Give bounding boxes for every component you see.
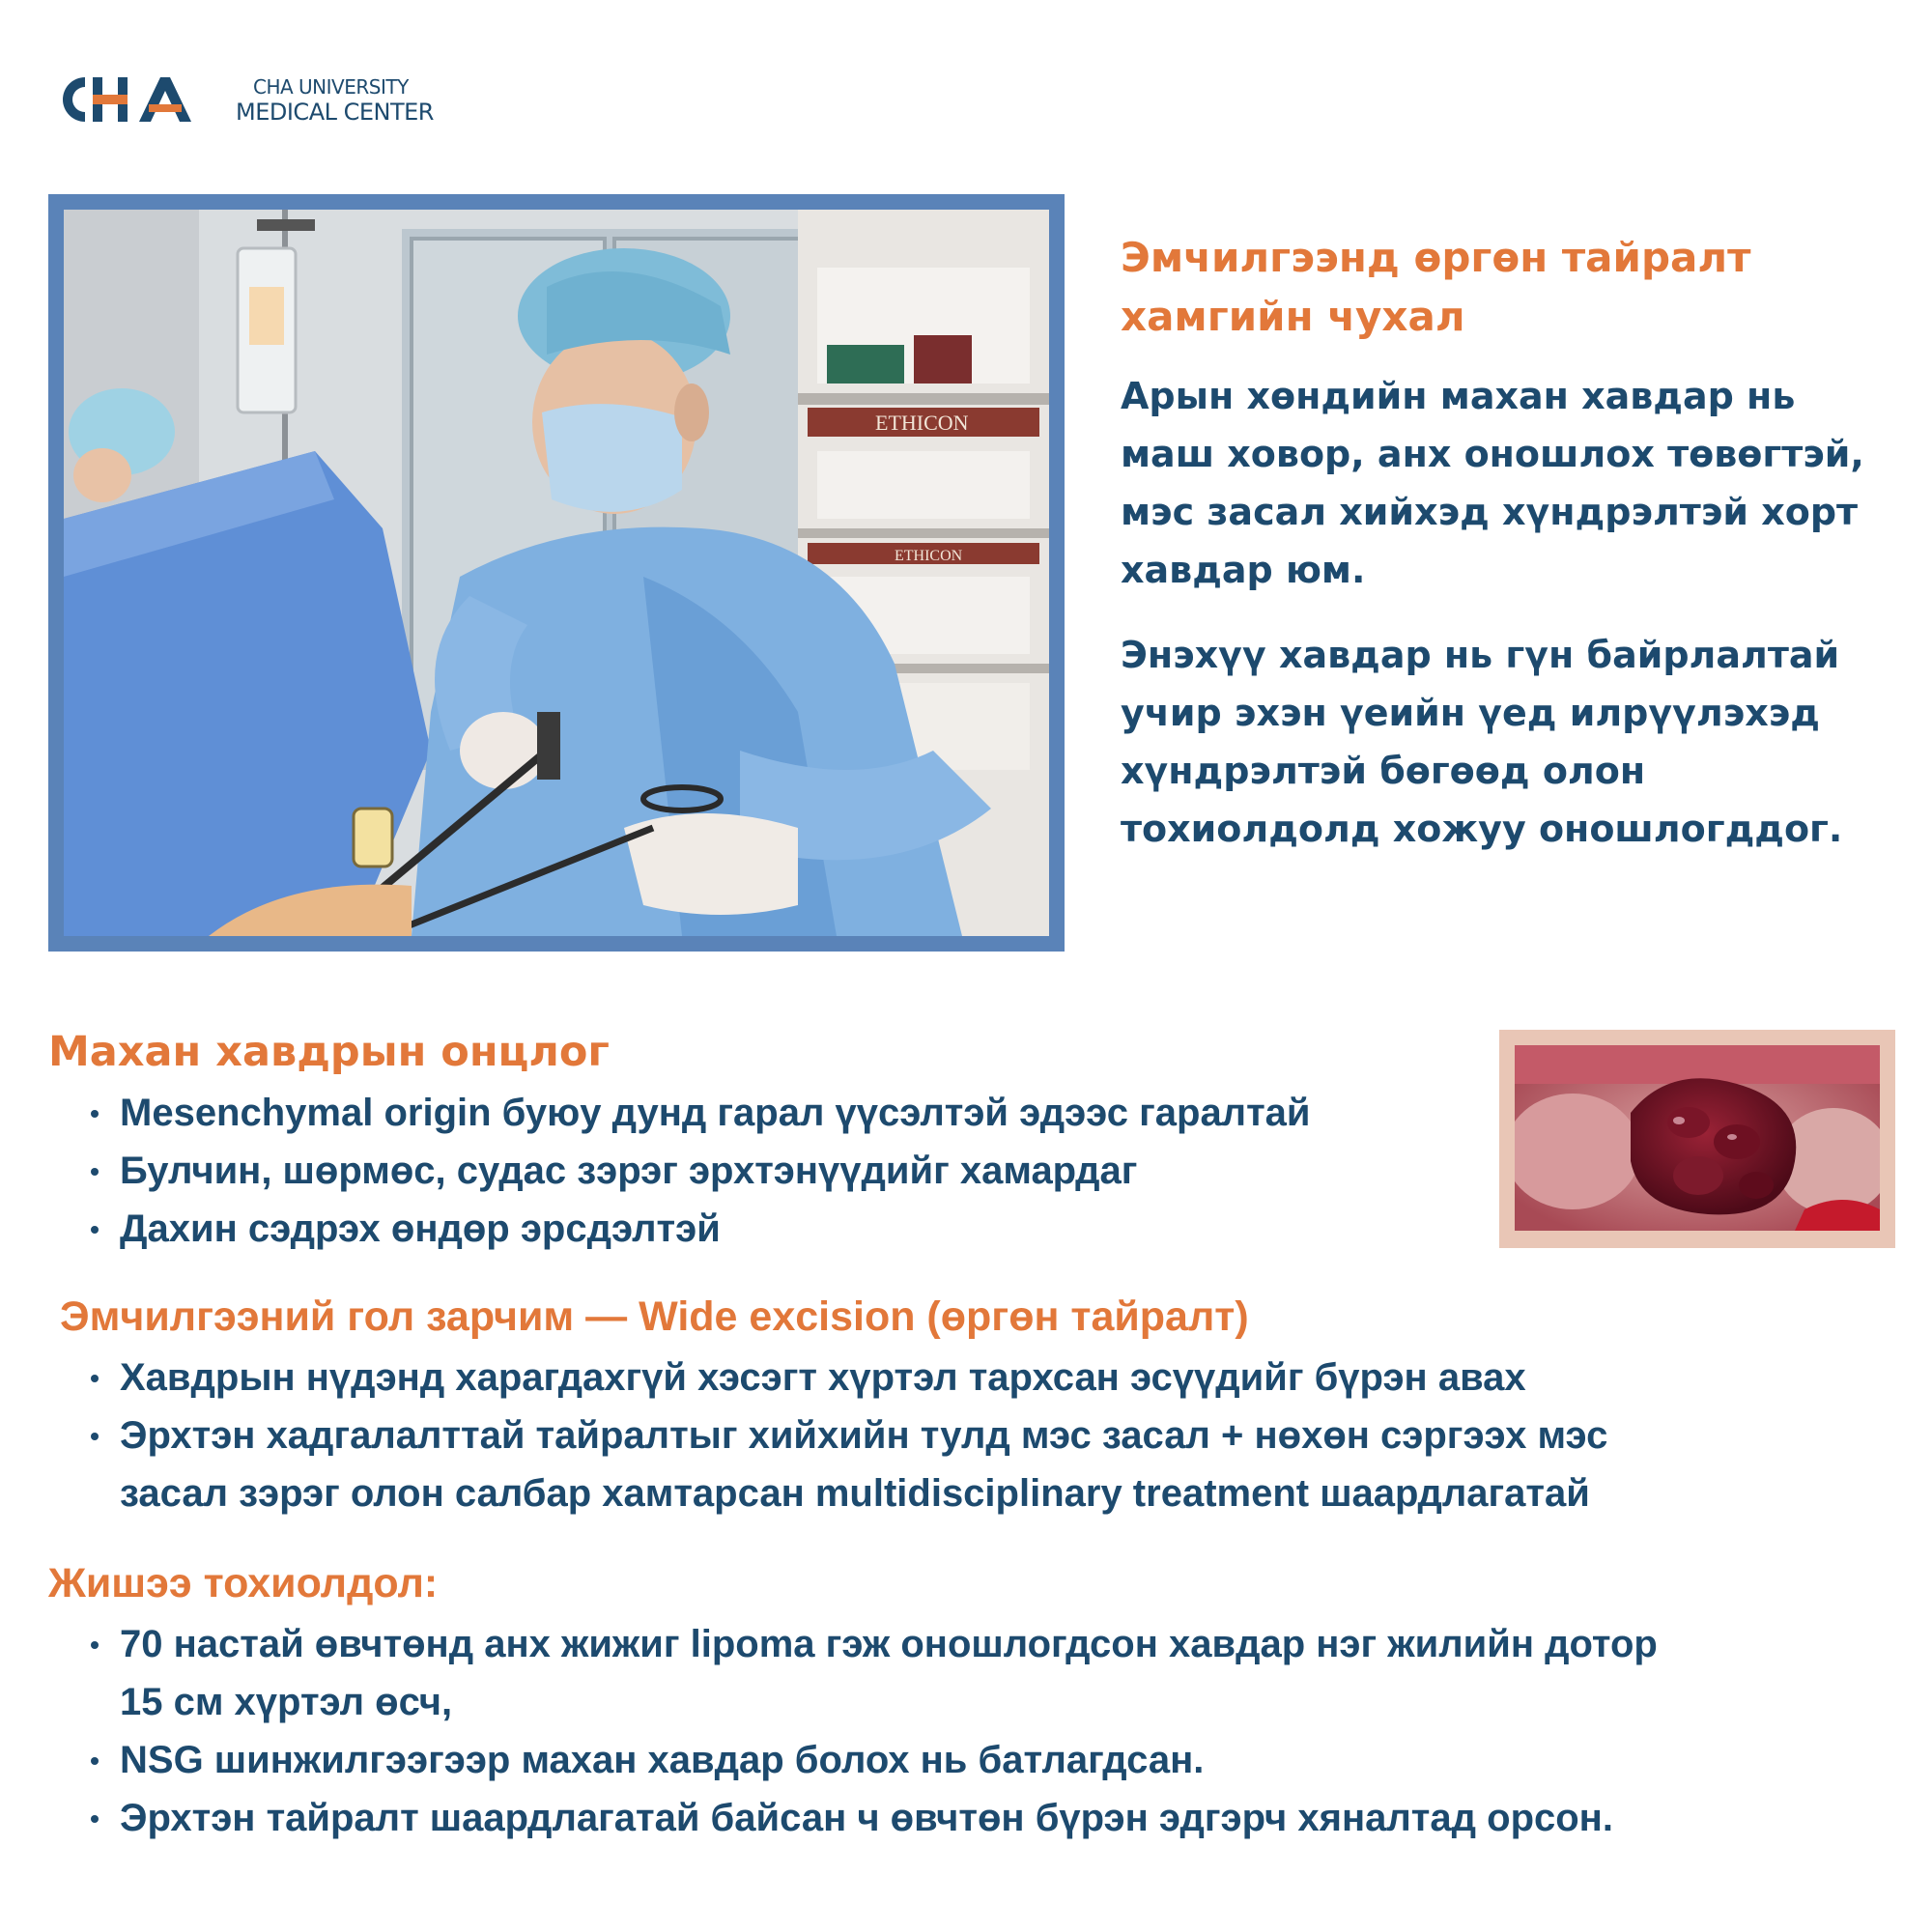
case-list <box>48 1615 1658 1847</box>
principle-title: Эмчилгээний гол зарчим — Wide excision (өргөн тайралт) <box>60 1293 1249 1340</box>
surgery-photo <box>48 194 1065 952</box>
shelf-label-2: ETHICON <box>895 548 963 564</box>
case-section <box>48 1557 1658 1847</box>
features-list <box>48 1084 1311 1258</box>
logo-medical-center-text: MEDICAL CENTER <box>236 99 434 126</box>
list-item: Булчин, шөрмөс, судас зэрэг эрхтэнүүдийг хамардаг <box>48 1142 1311 1200</box>
intro-paragraph-2: Энэхүү хавдар нь гүн байрлалтай учир эхэн үеийн үед илрүүлэхэд хүндрэлтэй бөгөөд олон тохиолдолд хожуу оношлогддог. <box>1121 634 1843 850</box>
list-item: NSG шинжилгээгээр махан хавдар болох нь батлагдсан. <box>48 1731 1658 1789</box>
list-item: Mesenchymal origin буюу дунд гарал үүсэлтэй эдээс гаралтай <box>48 1084 1311 1142</box>
intro-paragraph-1: Арын хөндийн махан хавдар нь маш ховор, анх оношлох төвөгтэй, мэс засал хийхэд хүндрэлтэй хорт хавдар юм. <box>1121 375 1864 591</box>
list-item: Эрхтэн тайралт шаардлагатай байсан ч өвчтөн бүрэн эдгэрч хяналтад орсон. <box>48 1789 1658 1847</box>
case-title: Жишээ тохиолдол: <box>48 1560 439 1606</box>
hospital-logo <box>56 73 462 131</box>
shelf-label-1: ETHICON <box>875 411 969 435</box>
surgeon-illustration <box>64 210 1049 936</box>
list-item: Эрхтэн хадгалалттай тайралтыг хийхийн тулд мэс засал + нөхөн сэргээх мэс засал зэрэг олон салбар хамтарсан multidisciplinary treatment шаардлагатай <box>48 1406 1607 1522</box>
tumor-illustration <box>1515 1045 1880 1231</box>
features-section <box>48 1026 1311 1258</box>
list-item: Дахин сэдрэх өндөр эрсдэлтэй <box>48 1200 1311 1258</box>
cha-logo-mark <box>56 73 199 126</box>
intro-title: Эмчилгээнд өргөн тайралт хамгийн чухал <box>1121 234 1751 340</box>
principle-section <box>60 1291 1607 1522</box>
logo-university-text: CHA UNIVERSITY <box>253 75 409 99</box>
list-item: 70 настай өвчтөнд анх жижиг lipoma гэж оношлогдсон хавдар нэг жилийн дотор 15 см хүртэл өсч, <box>48 1615 1658 1731</box>
features-title: Махан хавдрын онцлог <box>48 1028 610 1076</box>
tumor-photo <box>1499 1030 1895 1248</box>
principle-list <box>48 1349 1607 1522</box>
intro-section <box>1121 228 1893 858</box>
list-item: Хавдрын нүдэнд харагдахгүй хэсэгт хүртэл тархсан эсүүдийг бүрэн авах <box>48 1349 1607 1406</box>
